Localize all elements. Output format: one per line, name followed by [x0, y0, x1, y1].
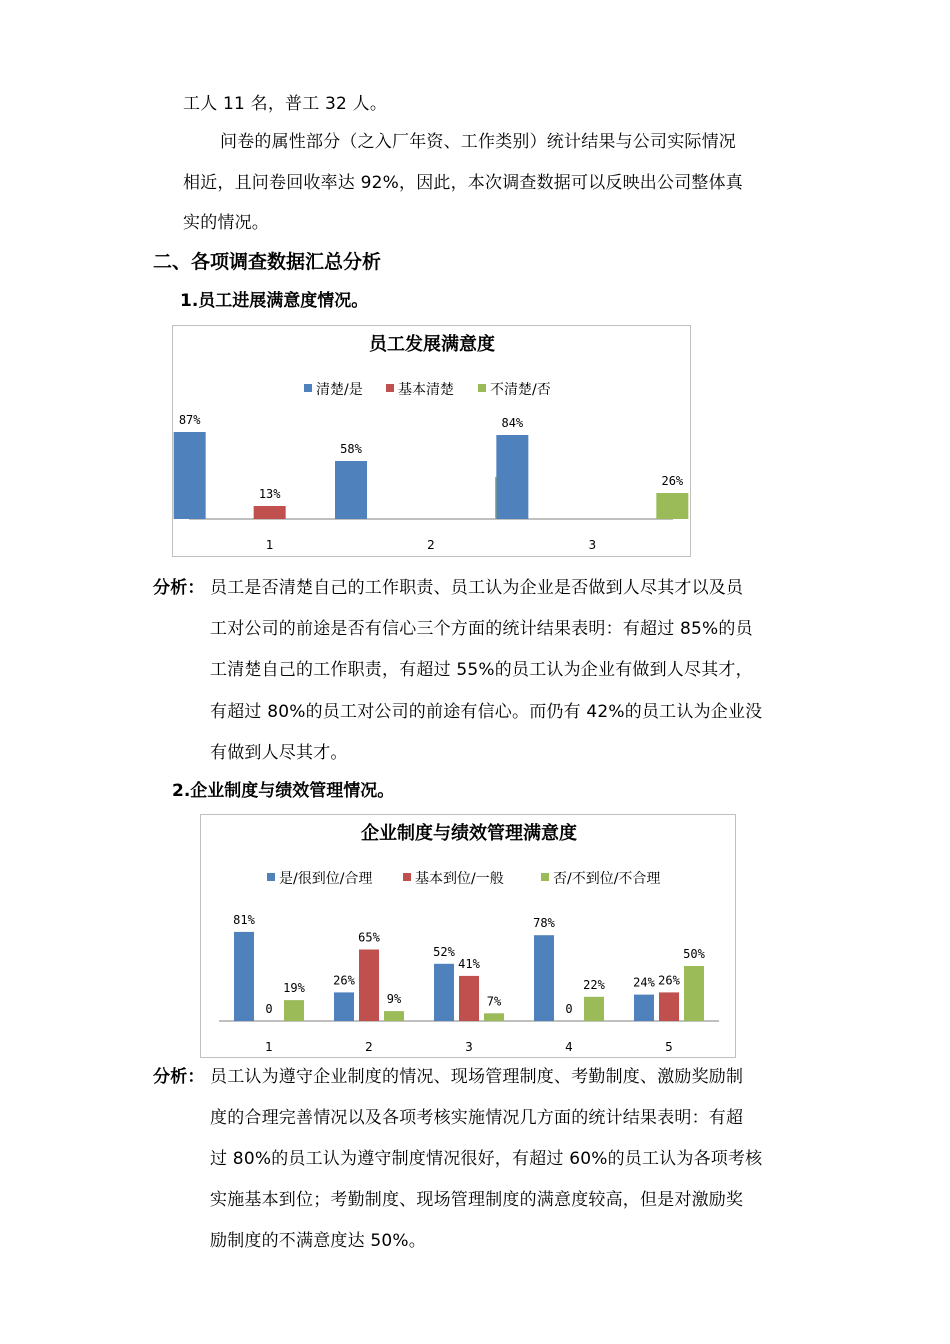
bar: [634, 995, 654, 1021]
bar: [684, 966, 704, 1021]
analysis-line: 励制度的不满意度达 50%。: [210, 1231, 426, 1251]
analysis-line: 度的合理完善情况以及各项考核实施情况几方面的统计结果表明：有超: [210, 1108, 744, 1128]
subsection-heading-2: 2.企业制度与绩效管理情况。: [172, 781, 395, 801]
category-label: 1: [265, 538, 274, 552]
legend-label: 是/很到位/合理: [279, 871, 373, 887]
paragraph-line: 工人 11 名，普工 32 人。: [183, 94, 388, 114]
bar: [656, 493, 688, 519]
category-label: 1: [265, 1040, 273, 1054]
paragraph-line: 相近，且问卷回收率达 92%，因此，本次调查数据可以反映出公司整体真: [183, 173, 743, 193]
analysis-line: 有做到人尽其才。: [210, 743, 348, 763]
analysis-label: 分析：: [153, 578, 205, 598]
analysis-line: 工清楚自己的工作职责，有超过 55%的员工认为企业有做到人尽其才，: [210, 660, 753, 680]
chart-system-performance-svg: [201, 815, 737, 1059]
category-label: 3: [588, 538, 597, 552]
bar: [384, 1011, 404, 1021]
legend-swatch: [478, 384, 486, 392]
data-label: 13%: [258, 487, 281, 501]
section-heading: 二、各项调查数据汇总分析: [153, 251, 382, 273]
bar: [584, 997, 604, 1021]
analysis-line: 员工认为遵守企业制度的情况、现场管理制度、考勤制度、激励奖励制: [210, 1067, 744, 1087]
bar: [335, 461, 367, 519]
legend-swatch: [403, 873, 411, 881]
data-label: 87%: [178, 413, 201, 427]
legend-label: 否/不到位/不合理: [553, 871, 661, 887]
data-label: 19%: [283, 981, 305, 996]
bar: [234, 932, 254, 1021]
legend-label: 清楚/是: [316, 382, 363, 398]
bar: [434, 964, 454, 1021]
legend-label: 基本清楚: [398, 382, 454, 398]
legend-swatch: [386, 384, 394, 392]
bar: [284, 1000, 304, 1021]
data-label: 50%: [683, 947, 705, 961]
bar: [459, 976, 479, 1021]
category-label: 3: [465, 1040, 473, 1054]
legend-label: 不清楚/否: [490, 382, 551, 398]
data-label: 22%: [583, 977, 605, 992]
category-label: 2: [365, 1040, 373, 1054]
bar: [334, 992, 354, 1021]
data-label: 26%: [661, 474, 684, 488]
chart-employee-development-svg: [173, 326, 692, 558]
data-label: 65%: [358, 930, 380, 945]
legend-swatch: [304, 384, 312, 392]
data-label: 26%: [658, 973, 680, 988]
bar: [496, 435, 528, 519]
data-label: 41%: [458, 956, 480, 971]
analysis-line: 实施基本到位；考勤制度、现场管理制度的满意度较高，但是对激励奖: [210, 1190, 744, 1210]
data-label: 0: [265, 1002, 273, 1016]
data-label: 84%: [501, 416, 524, 430]
data-label: 7%: [486, 994, 502, 1009]
bar: [659, 992, 679, 1021]
data-label: 81%: [233, 912, 255, 927]
data-label: 52%: [433, 944, 455, 959]
paragraph-line: 问卷的属性部分（之入厂年资、工作类别）统计结果与公司实际情况: [220, 132, 736, 152]
analysis-line: 有超过 80%的员工对公司的前途有信心。而仍有 42%的员工认为企业没: [210, 702, 763, 722]
analysis-line: 过 80%的员工认为遵守制度情况很好，有超过 60%的员工认为各项考核: [210, 1149, 763, 1169]
chart-title: 企业制度与绩效管理满意度: [361, 823, 577, 844]
category-label: 2: [427, 538, 435, 552]
paragraph-line: 实的情况。: [183, 213, 269, 233]
bar: [484, 1013, 504, 1021]
data-label: 26%: [333, 973, 355, 988]
category-label: 5: [665, 1040, 673, 1054]
data-label: 24%: [633, 975, 655, 990]
data-label: 58%: [340, 442, 362, 456]
bar: [534, 935, 554, 1021]
bar: [254, 506, 286, 519]
legend-swatch: [267, 873, 275, 881]
analysis-label: 分析：: [153, 1067, 205, 1087]
analysis-line: 工对公司的前途是否有信心三个方面的统计结果表明：有超过 85%的员: [210, 619, 753, 639]
subsection-heading-1: 1.员工进展满意度情况。: [180, 291, 369, 311]
data-label: 78%: [533, 916, 555, 931]
category-label: 4: [565, 1040, 573, 1054]
data-label: 9%: [386, 992, 402, 1007]
bar: [359, 950, 379, 1022]
chart-system-performance: [200, 814, 736, 1058]
legend-label: 基本到位/一般: [415, 871, 504, 887]
legend-swatch: [541, 873, 549, 881]
chart-employee-development: [172, 325, 691, 557]
bar: [174, 432, 206, 519]
analysis-line: 员工是否清楚自己的工作职责、员工认为企业是否做到人尽其才以及员: [210, 578, 744, 598]
data-label: 0: [565, 1002, 573, 1016]
chart-title: 员工发展满意度: [369, 334, 495, 355]
